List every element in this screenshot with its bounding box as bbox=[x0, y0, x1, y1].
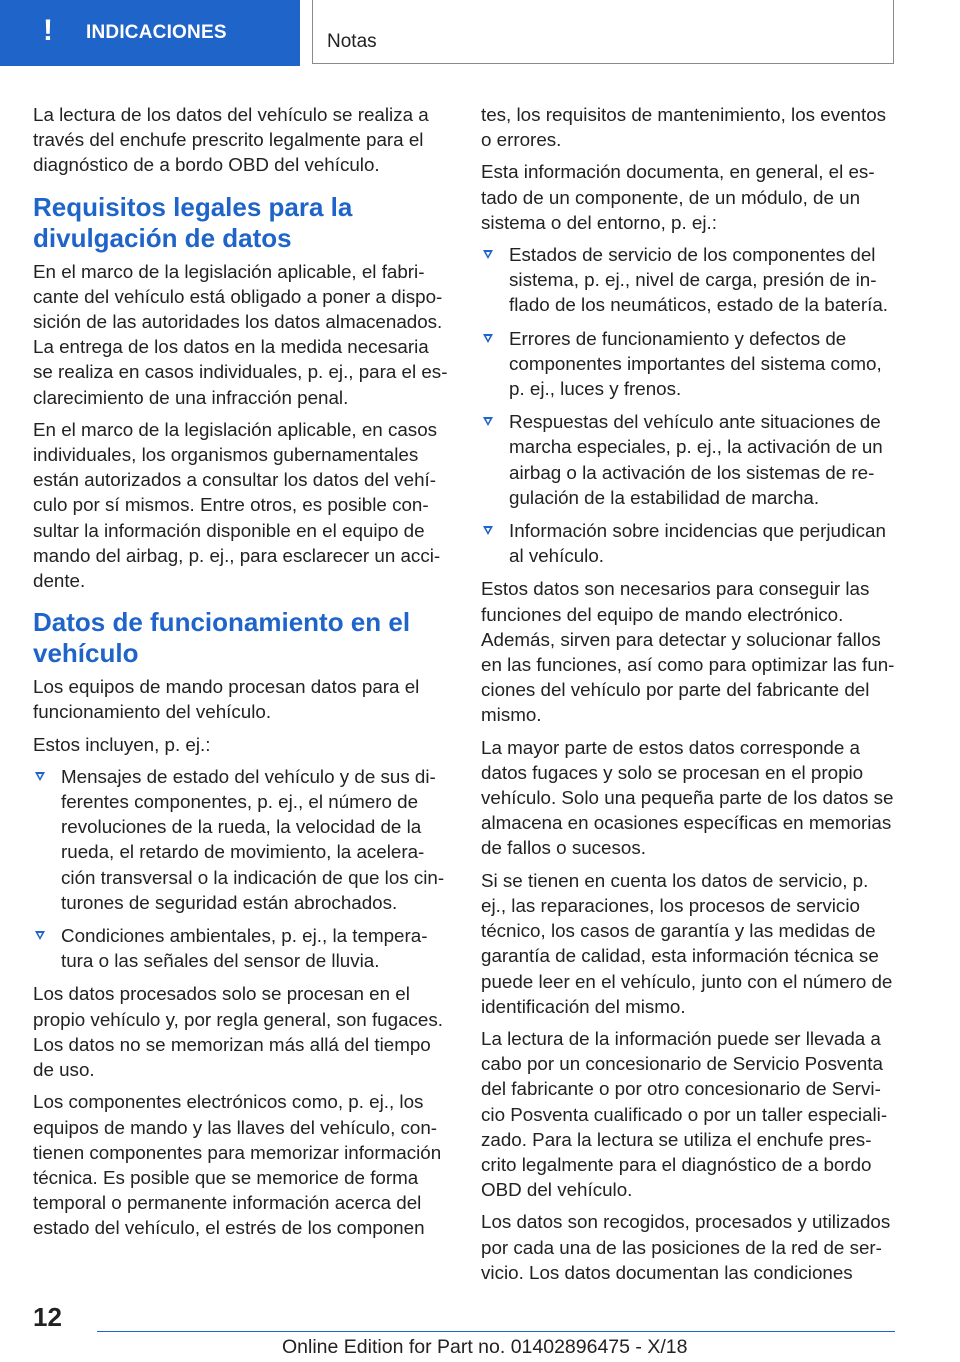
tab-indicaciones-label: INDICACIONES bbox=[86, 22, 227, 43]
paragraph: La lectura de los datos del vehículo se realiza a través del enchufe prescrito legalmente para el diagnóstico de a bordo OBD del vehículo. bbox=[33, 104, 429, 176]
list-item-text: Estados de servicio de los componentes del sistema, p. ej., nivel de carga, presión de inflado de los neumáticos, estado de la batería. bbox=[509, 244, 888, 316]
paragraph: tes, los requisitos de mantenimiento, los eventos o errores. bbox=[481, 104, 887, 151]
page-header bbox=[0, 0, 960, 66]
list-item-text: Respuestas del vehículo ante situaciones de marcha especiales, p. ej., la activación de un airbag o la activación de los sistemas de regulación de la estabilidad de marcha. bbox=[509, 411, 883, 508]
triangle-bullet-icon bbox=[35, 772, 45, 781]
right-column bbox=[481, 102, 896, 1292]
left-column bbox=[33, 102, 448, 1248]
paragraph: La mayor parte de estos datos corresponde a datos fugaces y solo se procesan en el propio vehículo. Solo una pequeña parte de los datos se almacena en ocasiones específicas en memorias de fallos o sucesos. bbox=[481, 736, 894, 859]
list-item bbox=[481, 518, 896, 568]
bullet-list bbox=[33, 764, 448, 974]
section-heading-operating-data: Datos de funcionamiento en el vehículo bbox=[33, 607, 411, 669]
list-item bbox=[33, 764, 448, 915]
list-item-text: Condiciones ambientales, p. ej., la temperatura o las señales del sensor de lluvia. bbox=[61, 925, 428, 972]
exclamation-icon: ! bbox=[43, 14, 53, 47]
list-item bbox=[481, 326, 896, 402]
triangle-bullet-icon bbox=[35, 931, 45, 940]
tab-notas[interactable] bbox=[312, 0, 894, 64]
paragraph: Los datos procesados solo se procesan en el propio vehículo y, por regla general, son fugaces. Los datos no se memorizan más allá del tiempo de uso. bbox=[33, 983, 443, 1081]
paragraph: Si se tienen en cuenta los datos de servicio, p. ej., las reparaciones, los procesos de servicio técnico, los casos de garantía y las medidas de garantía de calidad, esta información técnica se puede leer en el vehículo, junto con el número de identificación del mismo. bbox=[481, 869, 893, 1017]
tab-indicaciones[interactable] bbox=[0, 0, 300, 66]
triangle-bullet-icon bbox=[483, 334, 493, 343]
list-item bbox=[481, 242, 896, 318]
triangle-bullet-icon bbox=[483, 526, 493, 535]
list-item bbox=[481, 409, 896, 510]
list-item-text: Mensajes de estado del vehículo y de sus diferentes componentes, p. ej., el número de revoluciones de la rueda, la velocidad de la rueda, el retardo de movimiento, la aceleración transversal o la indicación de que los cinturones de seguridad están abrochados. bbox=[61, 765, 445, 913]
footer-edition: Online Edition for Part no. 01402896475 - X/18 bbox=[282, 1336, 688, 1358]
paragraph: Los equipos de mando procesan datos para el funcionamiento del vehículo. bbox=[33, 676, 420, 723]
paragraph: En el marco de la legislación aplicable, el fabricante del vehículo está obligado a poner a disposición de las autoridades los datos almacenados. La entrega de los datos en la medida necesaria se realiza en casos individuales, p. ej., para el esclarecimiento de una infracción penal. bbox=[33, 260, 448, 408]
list-item-text: Información sobre incidencias que perjudican al vehículo. bbox=[509, 520, 886, 567]
triangle-bullet-icon bbox=[483, 417, 493, 426]
section-heading-legal: Requisitos legales para la divulgación de datos bbox=[33, 191, 353, 253]
tab-notas-label: Notas bbox=[327, 31, 377, 52]
paragraph: Esta información documenta, en general, el estado de un componente, de un módulo, de un sistema o del entorno, p. ej.: bbox=[481, 161, 875, 233]
paragraph: Estos datos son necesarios para conseguir las funciones del equipo de mando electrónico. Además, sirven para detectar y solucionar fallos en las funciones, así como para optimizar las funciones del vehículo por parte del fabricante del mismo. bbox=[481, 578, 895, 726]
triangle-bullet-icon bbox=[483, 250, 493, 259]
footer-divider bbox=[97, 1331, 895, 1332]
paragraph: Estos incluyen, p. ej.: bbox=[33, 733, 211, 755]
paragraph: Los datos son recogidos, procesados y utilizados por cada una de las posiciones de la red de servicio. Los datos documentan las condiciones bbox=[481, 1211, 891, 1283]
bullet-list bbox=[481, 242, 896, 568]
list-item bbox=[33, 923, 448, 973]
paragraph: La lectura de la información puede ser llevada a cabo por un concesionario de Servicio Posventa del fabricante o por otro concesionario de Servicio Posventa cualificado o por un taller especializado. Para la lectura se utiliza el enchufe prescrito legalmente para el diagnóstico de a bordo OBD del vehículo. bbox=[481, 1027, 888, 1201]
page-number: 12 bbox=[33, 1302, 62, 1332]
paragraph: Los componentes electrónicos como, p. ej., los equipos de mando y las llaves del vehículo, contienen componentes para memorizar información técnica. Es posible que se memorice de forma temporal o permanente información acerca del estado del vehículo, el estrés de los componen bbox=[33, 1091, 442, 1239]
paragraph: En el marco de la legislación aplicable, en casos individuales, los organismos gubernamentales están autorizados a consultar los datos del vehículo por sí mismos. Entre otros, es posible consultar la información disponible en el equipo de mando del airbag, p. ej., para esclarecer un accidente. bbox=[33, 418, 441, 592]
list-item-text: Errores de funcionamiento y defectos de componentes importantes del sistema como, p. ej., luces y frenos. bbox=[509, 327, 882, 400]
